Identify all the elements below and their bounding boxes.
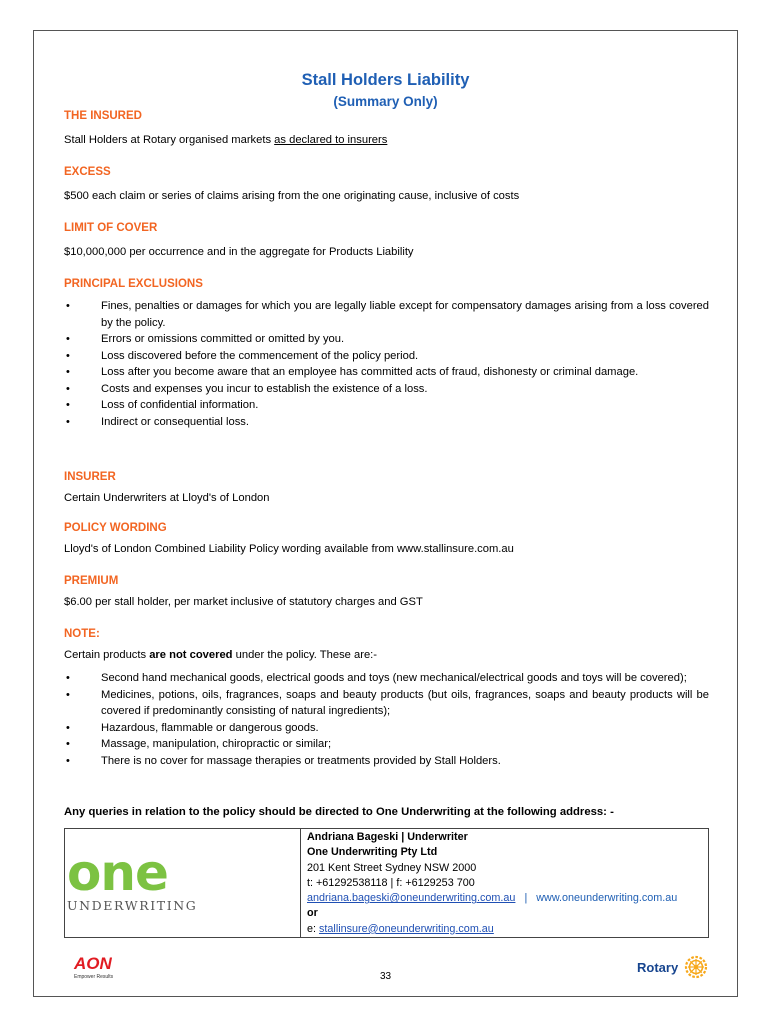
rotary-wheel-icon bbox=[686, 957, 706, 977]
alt-email-row bbox=[307, 922, 702, 937]
wording-text: Lloyd's of London Combined Liability Policy wording available from www.stallinsure.com.au bbox=[64, 543, 514, 555]
section-limit bbox=[64, 220, 709, 260]
contact-name: Andriana Bageski | Underwriter bbox=[307, 831, 468, 843]
insurer-text: Certain Underwriters at Lloyd's of London bbox=[64, 492, 270, 504]
heading-note: NOTE: bbox=[64, 628, 100, 640]
list-item: • Loss discovered before the commencement of the policy period. bbox=[64, 348, 709, 365]
contact-or: or bbox=[307, 907, 318, 920]
list-item: • Fines, penalties or damages for which you are legally liable except for compensatory damages arising from a loss covered by the policy. bbox=[64, 298, 709, 331]
contact-company: One Underwriting Pty Ltd bbox=[307, 846, 438, 859]
rotary-logo-graphic bbox=[637, 955, 709, 979]
insured-text bbox=[64, 132, 709, 148]
list-item: • Indirect or consequential loss. bbox=[64, 414, 709, 431]
exclusions-list bbox=[64, 298, 709, 430]
contact-phone: t: +61292538118 | f: +6129253 700 bbox=[307, 876, 475, 889]
heading-exclusions: PRINCIPAL EXCLUSIONS bbox=[64, 278, 203, 290]
rotary-text: Rotary bbox=[637, 960, 679, 975]
note-text-bold: are not covered bbox=[149, 649, 233, 661]
note-text-prefix: Certain products bbox=[64, 649, 150, 661]
section-insurer bbox=[64, 469, 709, 506]
section-exclusions bbox=[64, 276, 709, 430]
note-text-suffix: under the policy. These are:- bbox=[232, 649, 378, 661]
page-title: Stall Holders Liability bbox=[301, 71, 470, 89]
query-statement: Any queries in relation to the policy should be directed to One Underwriting at the following address: - bbox=[64, 806, 614, 818]
list-item: • Errors or omissions committed or omitted by you. bbox=[64, 331, 709, 348]
email-link[interactable]: andriana.bageski@oneunderwriting.com.au bbox=[307, 892, 516, 905]
section-insured bbox=[64, 108, 709, 148]
alt-email-prefix: e: bbox=[307, 922, 320, 935]
list-item: • Hazardous, flammable or dangerous goods. bbox=[64, 720, 709, 737]
section-note bbox=[64, 626, 709, 769]
website-link[interactable]: www.oneunderwriting.com.au bbox=[536, 892, 678, 905]
logo-word: one bbox=[67, 844, 168, 902]
contact-address: 201 Kent Street Sydney NSW 2000 bbox=[307, 861, 477, 874]
section-excess bbox=[64, 164, 709, 204]
contact-details bbox=[301, 829, 708, 937]
list-item: • Massage, manipulation, chiropractic or similar; bbox=[64, 736, 709, 753]
one-underwriting-logo bbox=[65, 829, 301, 937]
heading-wording: POLICY WORDING bbox=[64, 522, 167, 534]
note-text bbox=[64, 647, 709, 663]
alt-email-link[interactable]: stallinsure@oneunderwriting.com.au bbox=[319, 922, 494, 935]
insured-text-underlined: as declared to insurers bbox=[274, 134, 388, 146]
section-premium bbox=[64, 573, 709, 610]
document-page bbox=[33, 30, 738, 997]
list-item: • Costs and expenses you incur to establish the existence of a loss. bbox=[64, 381, 709, 398]
rotary-logo bbox=[637, 955, 709, 979]
list-item: • Medicines, potions, oils, fragrances, soaps and beauty products (but oils, fragrances, soaps and beauty products will be covered if predominantly consisting of natural ingredients); bbox=[64, 687, 709, 720]
page-number: 33 bbox=[379, 971, 392, 982]
list-item: • There is no cover for massage therapies or treatments provided by Stall Holders. bbox=[64, 753, 709, 770]
premium-text: $6.00 per stall holder, per market inclusive of statutory charges and GST bbox=[64, 596, 423, 608]
list-item: • Second hand mechanical goods, electrical goods and toys (new mechanical/electrical goods and toys will be covered); bbox=[64, 670, 709, 687]
list-item: • Loss of confidential information. bbox=[64, 397, 709, 414]
heading-limit: LIMIT OF COVER bbox=[64, 222, 158, 234]
contact-email-row bbox=[307, 891, 702, 906]
link-separator: | bbox=[524, 892, 528, 905]
note-list bbox=[64, 670, 709, 769]
aon-logo-text: AON bbox=[74, 954, 112, 973]
limit-text: $10,000,000 per occurrence and in the aggregate for Products Liability bbox=[64, 246, 414, 258]
excess-text: $500 each claim or series of claims arising from the one originating cause, inclusive of costs bbox=[64, 190, 520, 202]
heading-premium: PREMIUM bbox=[64, 575, 119, 587]
aon-tagline: Empower Results bbox=[74, 974, 114, 980]
heading-insured: THE INSURED bbox=[64, 110, 142, 122]
logo-subtitle: UNDERWRITING bbox=[67, 898, 198, 913]
insured-text-prefix: Stall Holders at Rotary organised markets bbox=[64, 134, 275, 146]
heading-insurer: INSURER bbox=[64, 471, 116, 483]
section-wording bbox=[64, 520, 709, 557]
contact-table bbox=[64, 828, 709, 938]
list-item: • Loss after you become aware that an employee has committed acts of fraud, dishonesty or criminal damage. bbox=[64, 364, 709, 381]
page-subtitle: (Summary Only) bbox=[333, 94, 438, 109]
heading-excess: EXCESS bbox=[64, 166, 111, 178]
